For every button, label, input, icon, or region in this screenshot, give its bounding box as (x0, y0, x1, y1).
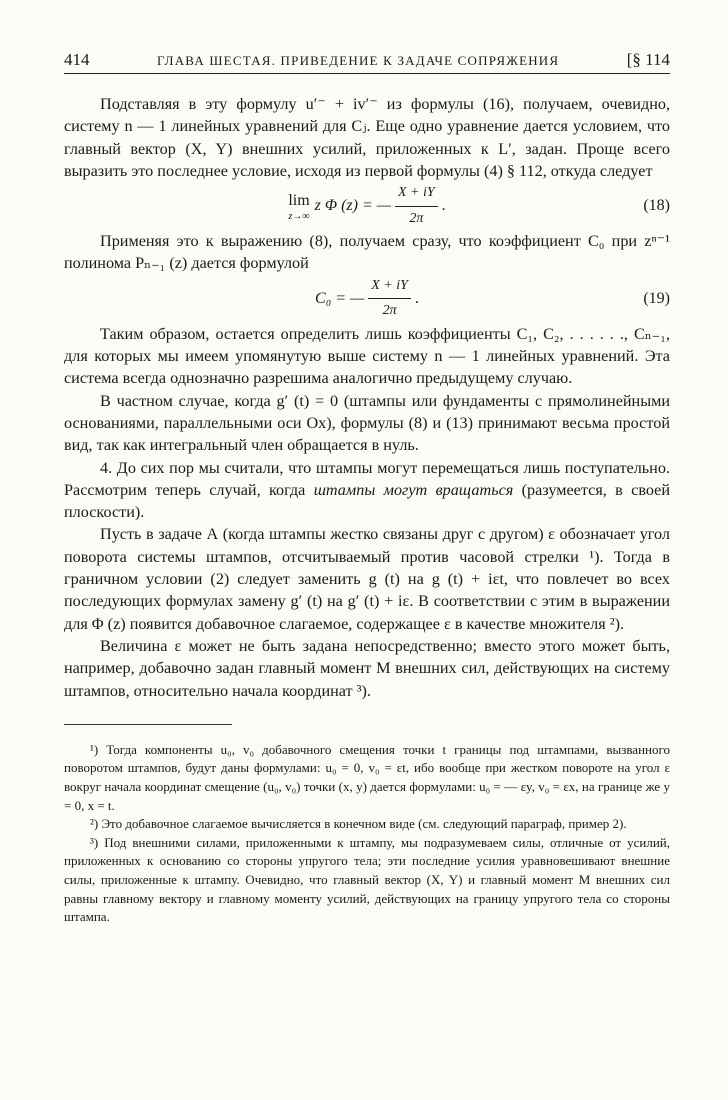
paragraph-3: Таким образом, остается определить лишь коэффициенты C₁, C₂, . . . . . ., Cₙ₋₁, для которых мы имеем упомянутую выше систему n — 1 линейных уравнений. Эта система всегда однозначно разрешима аналогично предыдущему случаю. (64, 324, 670, 388)
formula-19-trail: . (414, 289, 419, 307)
formula-18-fraction (395, 182, 438, 230)
section-ref: [§ 114 (626, 50, 670, 69)
limit-subscript: z→∞ (288, 211, 310, 223)
footnotes (64, 741, 670, 927)
equation-number-19: (19) (643, 289, 670, 307)
formula-18-denominator: 2π (409, 210, 424, 226)
footnote-2: ²) Это добавочное слагаемое вычисляется в конечном виде (см. следующий параграф, пример 2). (90, 816, 627, 832)
paragraph-5 (64, 457, 670, 524)
formula-18-trail: . (441, 197, 446, 215)
paragraph-4: В частном случае, когда g′ (t) = 0 (штампы или фундаменты с прямолинейными основаниями, параллельными оси Ox), формулы (8) и (13) принимают весьма простой вид, так как интегральный член обращается в нуль. (64, 391, 670, 455)
formula-18-lhs: z Φ (z) = — (314, 197, 391, 215)
main-text (64, 93, 670, 702)
footnote-1: ¹) Тогда компоненты u₀, v₀ добавочного смещения точки t границы под штампами, вызванного поворотом штампов, будут даны формулами: u₀ = 0, v₀ = εt, ибо вообще при жестком повороте на угол ε вокруг начала координат смещение (u₀, v₀) точки (x, y) дается формулами: u₀ = — εy, v₀ = εx, на границе же y = 0, x = t. (64, 741, 670, 813)
paragraph-6: Пусть в задаче А (когда штампы жестко связаны друг с другом) ε обозначает угол поворота системы штампов, отсчитываемый против часовой стрелки ¹). Тогда в граничном условии (2) следует заменить g (t) на g (t) + iεt, что повлечет во всех последующих формулах замену g′ (t) на g′ (t) + iε. В соответствии с этим в выражении для Φ (z) появится добавочное слагаемое, содержащее ε в качестве множителя ²). (64, 525, 670, 633)
formula-19-denominator: 2π (382, 303, 397, 319)
equation-number-18: (18) (643, 197, 670, 215)
running-title: ГЛАВА ШЕСТАЯ. ПРИВЕДЕНИЕ К ЗАДАЧЕ СОПРЯЖЕНИЯ (156, 53, 560, 68)
page-number: 414 (64, 50, 90, 69)
paragraph-2: Применяя это к выражению (8), получаем сразу, что коэффициент C₀ при zⁿ⁻¹ полинома Pₙ₋₁ (z) дается формулой (64, 232, 670, 273)
paragraph-5-italic: штампы могут вращаться (313, 480, 514, 499)
limit-operator: lim z→∞ (288, 192, 310, 223)
formula-18-numerator: X + iY (395, 182, 438, 206)
paragraph-7: Величина ε может не быть задана непосредственно; вместо этого может быть, например, добавочно задан главный момент M внешних сил, действующих на систему штампов, относительно начала координат ³). (64, 636, 670, 700)
book-page (64, 50, 670, 927)
formula-19-numerator: X + iY (368, 275, 411, 299)
footnote-3: ³) Под внешними силами, приложенными к штампу, мы подразумеваем силы, отличные от усилий, приложенных к основанию со стороны упругого тела; эти последние усилия уравновешивают внешние силы, приложенные к штампу. Очевидно, что главный вектор (X, Y) и главный момент M внешних сил равны главному вектору и главному моменту усилий, действующих на границу упругого тела со стороны штампа. (64, 834, 670, 925)
formula-19 (64, 275, 670, 323)
formula-18 (64, 182, 670, 230)
formula-19-fraction (368, 275, 411, 323)
running-header (64, 50, 670, 74)
paragraph-5-before: 4. До сих пор мы считали, что штампы могут перемещаться лишь поступательно. Рассмотрим теперь случай, когда (64, 458, 670, 499)
paragraph-1: Подставляя в эту формулу u′⁻ + iv′⁻ из формулы (16), получаем, очевидно, систему n — 1 линейных уравнений для Cⱼ. Еще одно уравнение дается условием, что главный вектор (X, Y) внешних усилий, приложенных к L′, задан. Проще всего выразить это последнее условие, исходя из первой формулы (4) § 112, откуда следует (64, 95, 670, 180)
footnote-separator (64, 724, 232, 725)
paragraph-5-after: (разумеется, в своей плоскости). (64, 480, 670, 522)
formula-19-lhs: C₀ = — (315, 289, 365, 307)
